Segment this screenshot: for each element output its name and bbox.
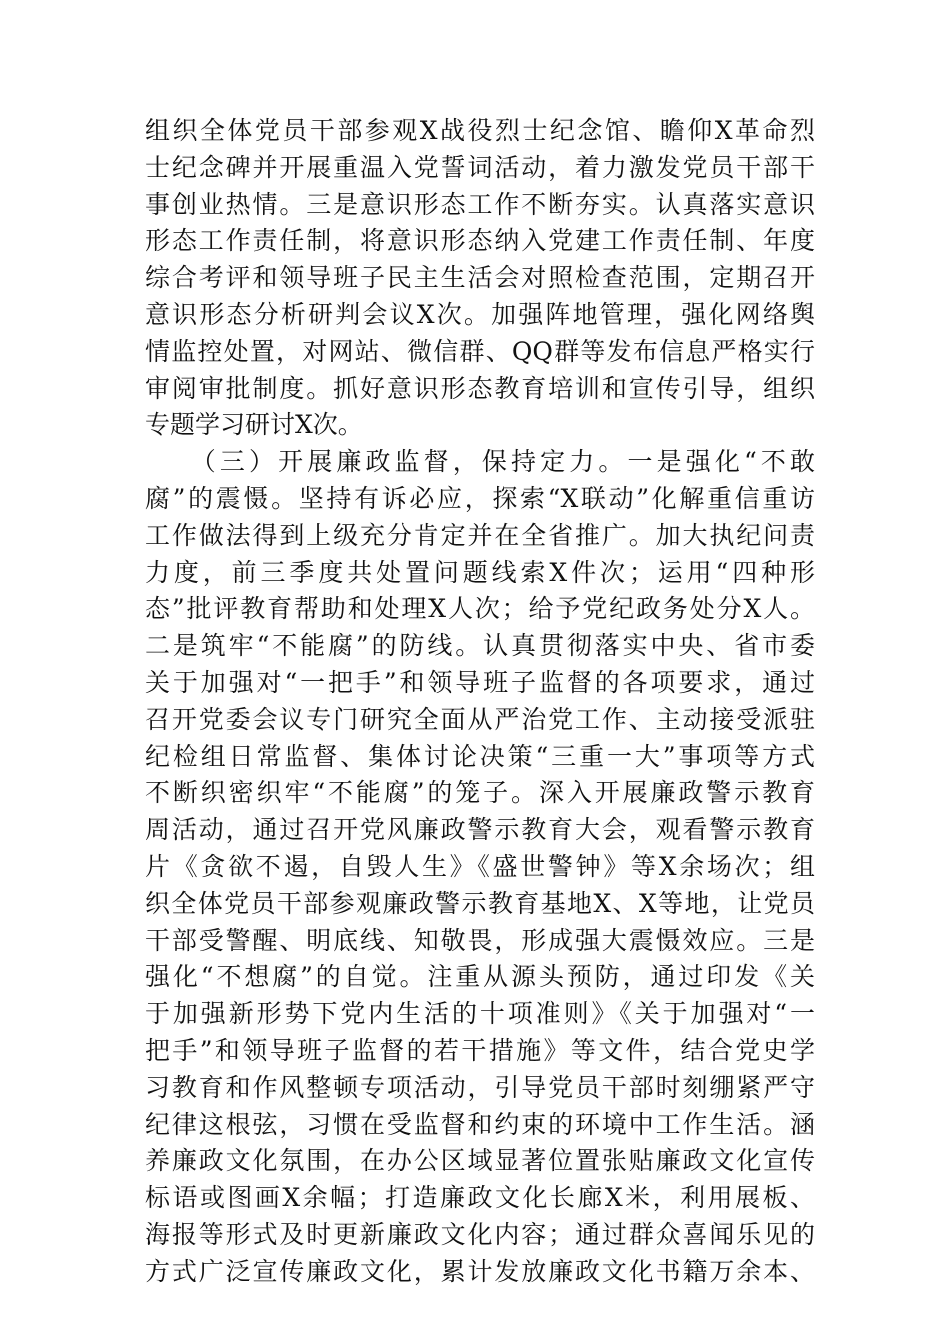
- text-line: 方式广泛宣传廉政文化，累计发放廉政文化书籍万余本、: [145, 1256, 815, 1286]
- section-heading-line: （三）开展廉政监督，保持定力。一是强化“不敢: [145, 447, 815, 477]
- text-line: 养廉政文化氛围，在办公区域显著位置张贴廉政文化宣传: [145, 1146, 815, 1176]
- text-line: 腐”的震慑。坚持有诉必应，探索“X联动”化解重信重访: [145, 483, 815, 513]
- text-line: 纪检组日常监督、集体讨论决策“三重一大”事项等方式: [145, 741, 815, 771]
- text-line: 力度，前三季度共处置问题线索X件次；运用“四种形: [145, 557, 815, 587]
- text-line: 事创业热情。三是意识形态工作不断夯实。认真落实意识: [145, 189, 815, 219]
- text-line: 周活动，通过召开党风廉政警示教育大会，观看警示教育: [145, 815, 815, 845]
- text-line: 不断织密织牢“不能腐”的笼子。深入开展廉政警示教育: [145, 778, 815, 808]
- text-line: 审阅审批制度。抓好意识形态教育培训和宣传引导，组织: [145, 373, 815, 403]
- text-line: 干部受警醒、明底线、知敬畏，形成强大震慑效应。三是: [145, 925, 815, 955]
- text-line: 强化“不想腐”的自觉。注重从源头预防，通过印发《关: [145, 962, 815, 992]
- text-line: 习教育和作风整顿专项活动，引导党员干部时刻绷紧严守: [145, 1072, 815, 1102]
- text-line: 片《贪欲不遏，自毁人生》《盛世警钟》等X余场次；组: [145, 851, 815, 881]
- text-line: 情监控处置，对网站、微信群、QQ群等发布信息严格实行: [145, 336, 815, 366]
- text-line: 关于加强对“一把手”和领导班子监督的各项要求，通过: [145, 667, 815, 697]
- text-line: 海报等形式及时更新廉政文化内容；通过群众喜闻乐见的: [145, 1219, 815, 1249]
- text-line: 士纪念碑并开展重温入党誓词活动，着力激发党员干部干: [145, 152, 815, 182]
- text-line: 于加强新形势下党内生活的十项准则》《关于加强对“一: [145, 999, 815, 1029]
- text-line: 综合考评和领导班子民主生活会对照检查范围，定期召开: [145, 263, 815, 293]
- text-line: 织全体党员干部参观廉政警示教育基地X、X等地，让党员: [145, 888, 815, 918]
- text-line: 态”批评教育帮助和处理X人次；给予党纪政务处分X人。: [145, 594, 815, 624]
- text-line: 专题学习研讨X次。: [145, 410, 363, 440]
- text-line: 形态工作责任制，将意识形态纳入党建工作责任制、年度: [145, 226, 815, 256]
- text-line: 组织全体党员干部参观X战役烈士纪念馆、瞻仰X革命烈: [145, 116, 815, 145]
- text-line: 工作做法得到上级充分肯定并在全省推广。加大执纪问责: [145, 520, 815, 550]
- text-line: 二是筑牢“不能腐”的防线。认真贯彻落实中央、省市委: [145, 631, 815, 661]
- text-line: 标语或图画X余幅；打造廉政文化长廊X米，利用展板、: [145, 1183, 815, 1213]
- text-line: 意识形态分析研判会议X次。加强阵地管理，强化网络舆: [145, 299, 815, 329]
- text-line: 纪律这根弦，习惯在受监督和约束的环境中工作生活。涵: [145, 1109, 815, 1139]
- body-text: [145, 113, 815, 1291]
- text-line: 把手”和领导班子监督的若干措施》等文件，结合党史学: [145, 1035, 815, 1065]
- text-line: 召开党委会议专门研究全面从严治党工作、主动接受派驻: [145, 704, 815, 734]
